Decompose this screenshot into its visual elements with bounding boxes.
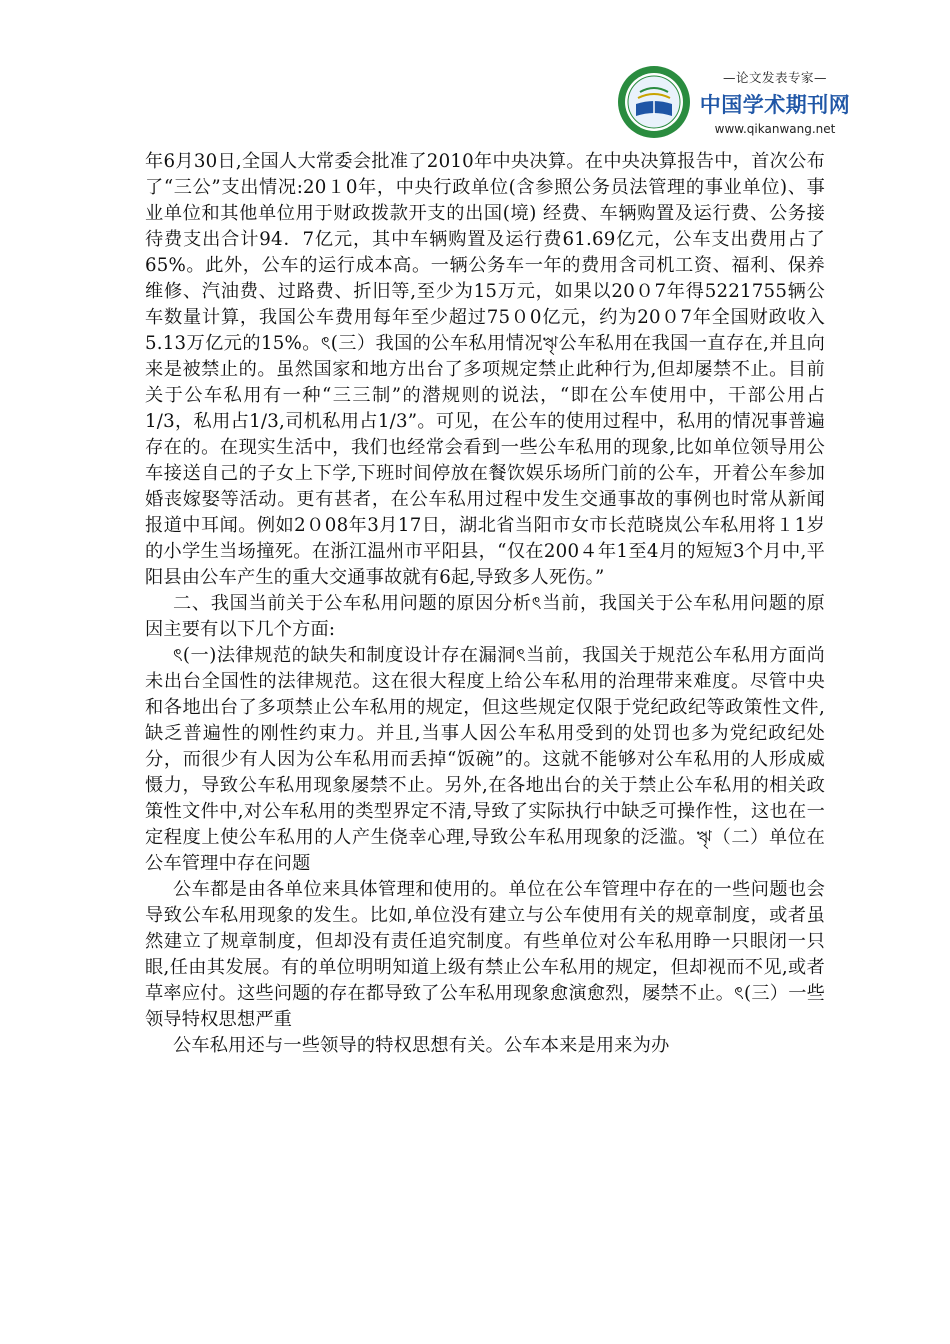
logo-site-name: 中国学术期刊网 xyxy=(699,93,851,117)
logo-slogan: —论文发表专家— xyxy=(722,70,827,85)
paragraph-2: 二、我国当前关于公车私用问题的原因分析ৎ当前，我国关于公车私用问题的原因主要有以下几个方面: xyxy=(145,593,825,640)
logo-url: www.qikanwang.net xyxy=(714,122,836,136)
globe-book-seal-icon xyxy=(616,64,692,140)
paragraph-4: 公车都是由各单位来具体管理和使用的。单位在公车管理中存在的一些问题也会导致公车私用现象的发生。比如,单位没有建立与公车使用有关的规章制度，或者虽然建立了规章制度，但却没有责任追究制度。有些单位对公车私用睁一只眼闭一只眼,任由其发展。有的单位明明知道上级有禁止公车私用的规定，但却视而不见,或者草率应付。这些问题的存在都导致了公车私用现象愈演愈烈，屡禁不止。ৎ(三）一些领导特权思想严重 xyxy=(145,879,825,1030)
paragraph-1: 年6月30日,全国人大常委会批准了2010年中央决算。在中央决算报告中，首次公布了“三公”支出情况:20１0年，中央行政单位(含参照公务员法管理的事业单位)、事业单位和其他单位用于财政拨款开支的出国(境) 经费、车辆购置及运行费、公务接待费支出合计94．7亿元，其中车辆购置及运行费61.69亿元，公车支出费用占了65%。此外，公车的运行成本高。一辆公务车一年的费用含司机工资、福利、保养维修、汽油费、过路费、折旧等,至少为15万元，如果以20０7年得5221755辆公车数量计算，我国公车费用每年至少超过75０0亿元，约为20０7年全国财政收入5.13万亿元的15%。ৎ(三）我国的公车私用情况ৠ公车私用在我国一直存在,并且向来是被禁止的。虽然国家和地方出台了多项规定禁止此种行为,但却屡禁不止。目前关于公车私用有一种“三三制”的潜规则的说法，“即在公车使用中，干部公用占1/3，私用占1/3,司机私用占1/3”。可见，在公车的使用过程中，私用的情况事普遍存在的。在现实生活中，我们也经常会看到一些公车私用的现象,比如单位领导用公车接送自己的子女上下学,下班时间停放在餐饮娱乐场所门前的公车，开着公车参加婚丧嫁娶等活动。更有甚者，在公车私用过程中发生交通事故的事例也时常从新闻报道中耳闻。例如2０08年3月17日，湖北省当阳市女市长范晓岚公车私用将１1岁的小学生当场撞死。在浙江温州市平阳县，“仅在200４年1至4月的短短3个月中,平阳县由公车产生的重大交通事故就有6起,导致多人死伤。” xyxy=(145,151,825,588)
site-logo xyxy=(608,60,858,146)
article-body xyxy=(145,149,825,1059)
paragraph-5: 公车私用还与一些领导的特权思想有关。公车本来是用来为办 xyxy=(173,1035,670,1056)
paragraph-3: ৎ(一)法律规范的缺失和制度设计存在漏洞ৎ当前，我国关于规范公车私用方面尚未出台全国性的法律规范。这在很大程度上给公车私用的治理带来难度。尽管中央和各地出台了多项禁止公车私用的规定，但这些规定仅限于党纪政纪等政策性文件,缺乏普遍性的刚性约束力。并且,当事人因公车私用受到的处罚也多为党纪政纪处分，而很少有人因为公车私用而丢掉“饭碗”的。这就不能够对公车私用的人形成威慑力，导致公车私用现象屡禁不止。另外,在各地出台的关于禁止公车私用的相关政策性文件中,对公车私用的类型界定不清,导致了实际执行中缺乏可操作性，这也在一定程度上使公车私用的人产生侥幸心理,导致公车私用现象的泛滥。ৠ（二）单位在公车管理中存在问题 xyxy=(145,645,825,874)
